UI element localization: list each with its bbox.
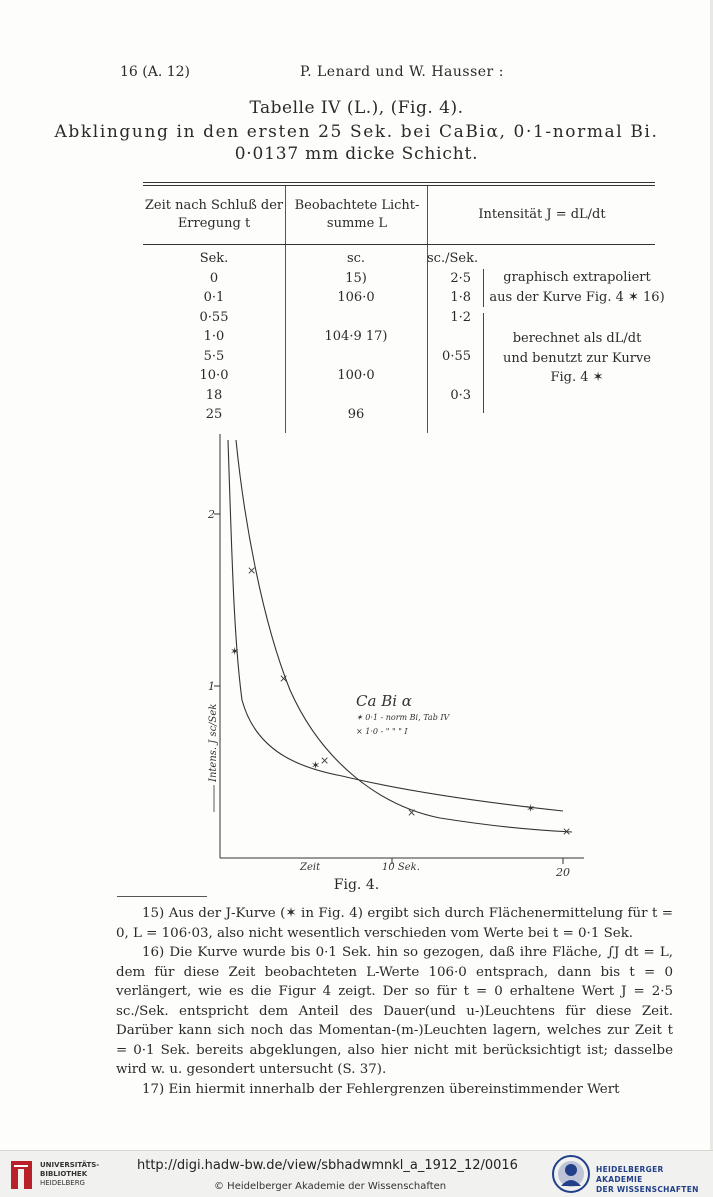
library-name-line2: BIBLIOTHEK <box>40 1170 88 1178</box>
footnote-16: 16) Die Kurve wurde bis 0·1 Sek. hin so gezogen, daß ihre Fläche, ∫J dt = L, dem für diese Zeit beobachteten L-Werte 106·0 entsprach, dann bis t = 0 verlängert, wie es die Figur 4 zeigt. Der so für t = 0 erhaltene Wert J = 2·5 sc./Sek. entspricht dem Anteil des Dauer(und u-)Leuchtens für diese Zeit. Darüber kann sich noch das Momentan-(m-)Leuchten lagern, welches zur Zeit t = 0·1 Sek. bereits abgeklungen, also hier nicht mit berücksichtigt ist; dasselbe wird w. u. gesondert untersucht (S. 37). <box>116 945 673 1077</box>
note-extrapolated-line1: graphisch extrapoliert <box>503 270 651 285</box>
legend-entry-2: × 1·0 - " " " I <box>356 727 408 736</box>
table-title-line1: Tabelle IV (L.), (Fig. 4). <box>249 98 464 118</box>
cell-intensity: 0·3 <box>450 387 471 403</box>
academy-seal-icon <box>551 1154 591 1194</box>
cell-time: 0·55 <box>199 309 229 325</box>
y-tick-label-1: 1 <box>208 680 215 693</box>
note-calculated-line2: und benutzt zur Kurve <box>502 350 651 366</box>
curve-norm-01 <box>228 440 563 811</box>
cell-lightsum: 15) <box>345 270 367 286</box>
page-number: 16 (A. 12) <box>120 64 191 80</box>
cell-intensity: 1·8 <box>450 290 471 305</box>
curve-norm-10 <box>236 440 572 832</box>
note-calculated-line3: Fig. 4 ✶ <box>550 370 604 385</box>
copyright: © Heidelberger Akademie der Wissenschaften <box>214 1181 447 1192</box>
cell-time: 10·0 <box>199 368 229 383</box>
marker-star: ✶ <box>526 802 536 815</box>
table-title-line2: Abklingung in den ersten 25 Sek. bei CaBiα, 0·1-normal Bi. <box>54 122 659 142</box>
cell-time: 0·1 <box>203 290 225 305</box>
cell-time: 0 <box>209 270 219 286</box>
marker-x: × <box>562 825 572 838</box>
cell-lightsum: 104·9 17) <box>324 329 388 344</box>
cell-time: 5·5 <box>203 348 225 364</box>
figure-caption: Fig. 4. <box>333 877 380 893</box>
cell-intensity: 1·2 <box>450 309 471 325</box>
marker-x: × <box>320 754 330 767</box>
x-axis-label: Zeit <box>300 862 321 873</box>
footer-bar <box>0 1150 713 1197</box>
cell-time: 1·0 <box>203 329 225 344</box>
header-intensity: Intensität J = dL/dt <box>427 186 656 244</box>
cell-time: 18 <box>205 387 223 403</box>
footnote-17: 17) Ein hiermit innerhalb der Fehlergrenzen übereinstimmender Wert <box>142 1081 620 1097</box>
academy-name-line2: DER WISSENSCHAFTEN <box>596 1185 699 1194</box>
cell-time: 25 <box>205 407 223 422</box>
note-calculated-line1: berechnet als dL/dt <box>512 331 642 346</box>
unit-label: sc./Sek. <box>427 251 479 266</box>
cell-intensity: 2·5 <box>450 270 471 286</box>
marker-star: ✶ <box>230 645 240 658</box>
academy-name-line1: HEIDELBERGER AKADEMIE <box>596 1165 664 1184</box>
cell-lightsum: 106·0 <box>337 290 375 305</box>
cell-lightsum: 96 <box>347 407 365 422</box>
academy-name <box>596 1165 713 1195</box>
marker-x: × <box>279 672 289 685</box>
library-name-line3: HEIDELBERG <box>40 1179 85 1187</box>
cell-lightsum: 100·0 <box>337 368 375 383</box>
unit-label: sc. <box>346 251 366 266</box>
library-name <box>40 1161 99 1188</box>
note-extrapolated-line2: aus der Kurve Fig. 4 ✶ 16) <box>489 289 665 305</box>
marker-x: × <box>407 806 417 819</box>
authors: P. Lenard und W. Hausser : <box>300 64 504 80</box>
x-axis-unit: 10 Sek. <box>382 862 420 873</box>
y-axis-label: Intens. J sc/Sek <box>208 703 219 782</box>
footnote-rule <box>117 896 207 897</box>
marker-star: ✶ <box>311 759 321 772</box>
footnote-15: 15) Aus der J-Kurve (✶ in Fig. 4) ergibt sich durch Flächenermittelung für t = 0, L = 106·03, also nicht wesentlich verschieden vom Werte bei t = 0·1 Sek. <box>116 906 673 941</box>
source-url[interactable]: http://digi.hadw-bw.de/view/sbhadwmnkl_a_1912_12/0016 <box>137 1158 518 1173</box>
legend-title: Ca Bi α <box>356 692 412 710</box>
header-time: Zeit nach Schluß der Erregung t <box>144 198 284 231</box>
table-title-line3: 0·0137 mm dicke Schicht. <box>234 144 479 164</box>
footnotes <box>116 904 673 1099</box>
legend-entry-1: ✶ 0·1 - norm Bi, Tab IV <box>356 713 450 722</box>
marker-x: × <box>247 564 257 577</box>
library-logo-icon <box>8 1157 36 1193</box>
x-tick-label-20: 20 <box>556 866 570 879</box>
library-name-line1: UNIVERSITÄTS- <box>40 1161 100 1169</box>
y-tick-label-2: 2 <box>208 508 215 521</box>
unit-label: Sek. <box>199 251 229 266</box>
header-lightsum: Beobachtete Licht-summe L <box>285 186 428 244</box>
cell-intensity: 0·55 <box>442 348 471 364</box>
